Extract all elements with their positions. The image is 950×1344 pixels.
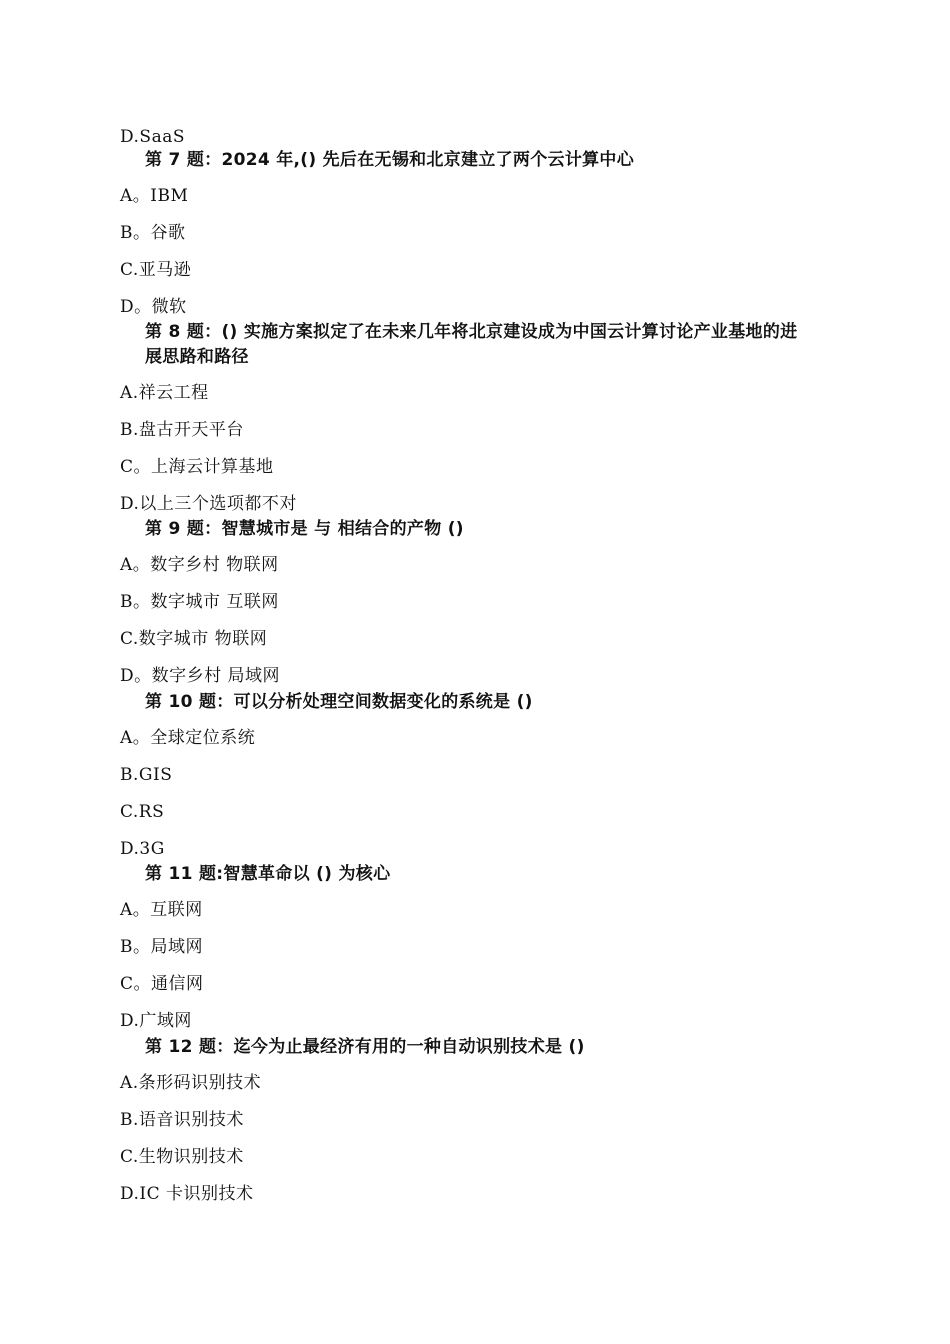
question-7 xyxy=(0,148,950,318)
question-title: 第 7 题：2024 年,() 先后在无锡和北京建立了两个云计算中心 xyxy=(145,150,635,170)
option-c: C.数字城市 物联网 xyxy=(120,629,268,649)
option-a: A.条形码识别技术 xyxy=(120,1073,262,1093)
option-d: D.广域网 xyxy=(120,1011,192,1031)
question-8 xyxy=(0,320,950,515)
option-d: D.3G xyxy=(120,839,165,859)
option-c: C.RS xyxy=(120,802,165,822)
question-10 xyxy=(0,690,950,860)
option-c: C.生物识别技术 xyxy=(120,1147,244,1167)
option-b: B.盘古开天平台 xyxy=(120,420,244,440)
option-c: C。上海云计算基地 xyxy=(120,457,274,477)
option-b: B.语音识别技术 xyxy=(120,1110,244,1130)
question-11 xyxy=(0,862,950,1032)
question-title: 第 11 题:智慧革命以 () 为核心 xyxy=(145,864,391,884)
option-c: C.亚马逊 xyxy=(120,260,192,280)
question-title: 第 10 题：可以分析处理空间数据变化的系统是 () xyxy=(145,692,533,712)
question-title: 第 9 题：智慧城市是 与 相结合的产物 () xyxy=(145,519,464,539)
option-d: D。数字乡村 局域网 xyxy=(120,666,281,686)
option-d-saas: D.SaaS xyxy=(120,127,185,147)
option-a: A。数字乡村 物联网 xyxy=(120,555,279,575)
option-a: A。全球定位系统 xyxy=(120,728,256,748)
option-d: D.IC 卡识别技术 xyxy=(120,1184,254,1204)
option-d: D.以上三个选项都不对 xyxy=(120,494,297,514)
option-b: B。谷歌 xyxy=(120,223,186,243)
option-b: B。数字城市 互联网 xyxy=(120,592,279,612)
option-d: D。微软 xyxy=(120,297,187,317)
option-c: C。通信网 xyxy=(120,974,204,994)
question-title: 第 8 题：() 实施方案拟定了在未来几年将北京建设成为中国云计算讨论产业基地的进展思路和路径 xyxy=(145,322,798,367)
question-title: 第 12 题：迄今为止最经济有用的一种自动识别技术是 () xyxy=(145,1037,585,1057)
option-a: A。IBM xyxy=(120,186,189,206)
option-a: A.祥云工程 xyxy=(120,383,209,403)
option-b: B。局域网 xyxy=(120,937,203,957)
option-a: A。互联网 xyxy=(120,900,203,920)
option-b: B.GIS xyxy=(120,765,173,785)
question-12 xyxy=(0,1035,950,1205)
question-9 xyxy=(0,517,950,687)
